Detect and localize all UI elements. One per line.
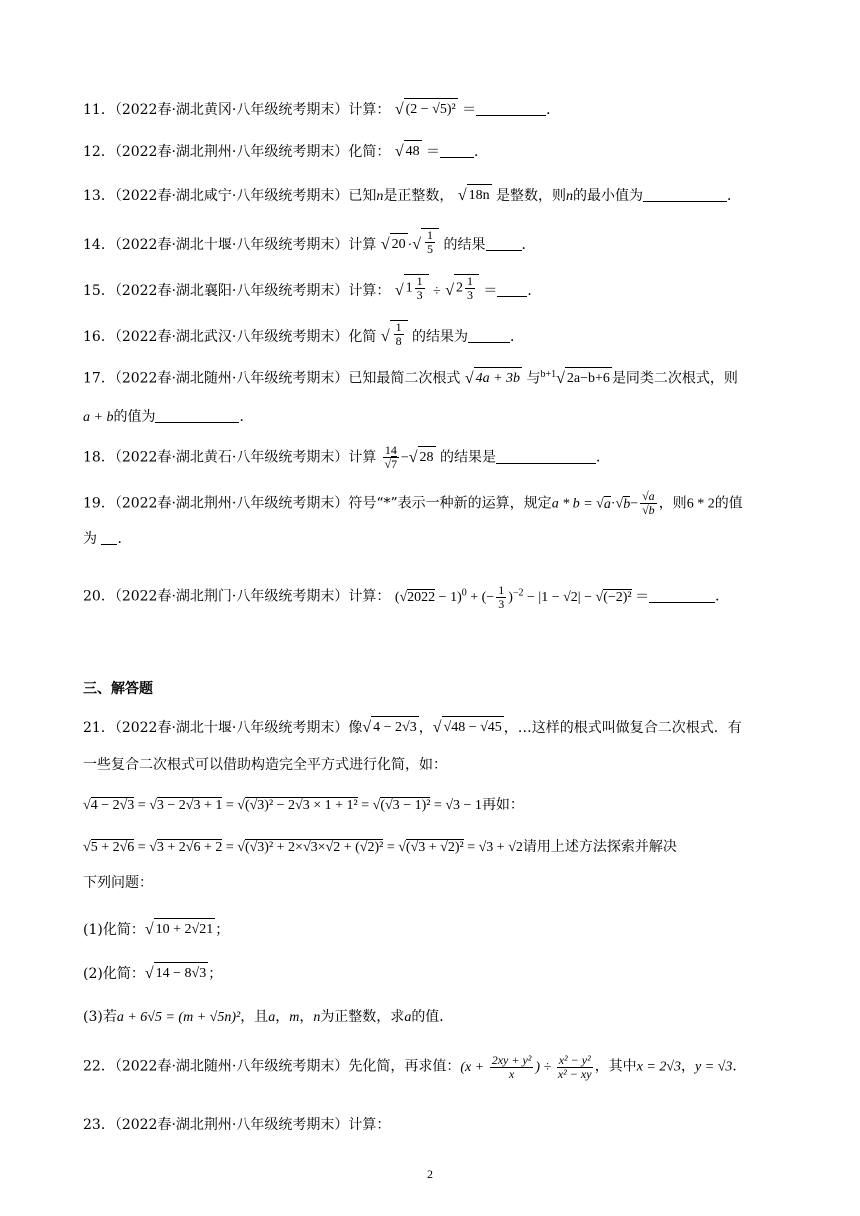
answer-blank[interactable]	[101, 530, 117, 545]
answer-blank[interactable]	[476, 101, 546, 116]
question-number: 15．	[83, 283, 115, 299]
question-number: 12．	[83, 144, 115, 160]
question-15: 15．（2022春·湖北襄阳·八年级统考期末）计算： √ 1 $\frac{1}{3}$ ÷ √ 2 $\frac{1}{3}$ ＝ ．	[83, 274, 542, 302]
question-number: 22．	[83, 1058, 115, 1075]
question-number: 14．	[83, 237, 115, 253]
radical-mixed-number: √ 1 $\frac{1}{3}$	[395, 274, 429, 302]
answer-blank[interactable]	[649, 588, 715, 603]
operation-definition: a * b =	[551, 496, 597, 512]
answer-blank[interactable]	[643, 187, 727, 202]
radical-expression: √ 2a−b+6	[556, 367, 612, 390]
question-number: 13．	[83, 188, 115, 204]
question-source: （2022春·湖北荆州·八年级统考期末）	[114, 1117, 349, 1133]
radical-expression: √ 18n	[458, 184, 492, 207]
question-19-cont: 为 ．	[83, 531, 132, 547]
radical-expression: √ 4a + 3b	[465, 367, 522, 390]
question-21-line5: 下列问题：	[83, 875, 153, 891]
question-source: （2022春·湖北随州·八年级统考期末）	[114, 370, 349, 387]
radical-expression: √ 28	[409, 446, 436, 469]
question-source: （2022春·湖北荆门·八年级统考期末）	[114, 588, 349, 605]
question-text: 计算：	[348, 102, 391, 118]
section-title: 三、解答题	[83, 680, 153, 696]
question-20: 20．（2022春·湖北荆门·八年级统考期末）计算： $(√2022 - 1)^0$ + (− $\frac{1}{3}$ )$^{-2}$ − |1 − √2| − √(−2)² ＝ ．	[83, 582, 730, 611]
variable-n: n	[376, 189, 384, 204]
question-19: 19．（2022春·湖北荆州·八年级统考期末）符号“*”表示一种新的运算，规定a * b = √a·√b− $\frac{√a}{√b}$ ，则6 * 2的值	[83, 489, 743, 517]
question-source: （2022春·湖北荆州·八年级统考期末）	[114, 495, 349, 512]
question-source: （2022春·湖北黄冈·八年级统考期末）	[114, 102, 349, 118]
question-number: 11．	[83, 102, 115, 118]
question-12: 12．（2022春·湖北荆州·八年级统考期末）化简： √ 48 ＝ ．	[83, 140, 800, 163]
answer-blank[interactable]	[468, 328, 510, 343]
radical-fraction: √ $\frac{1}{5}$	[412, 228, 439, 256]
question-23: 23．（2022春·湖北荆州·八年级统考期末）计算：	[83, 1117, 391, 1133]
question-text: 化简：	[348, 144, 391, 160]
question-number: 20．	[83, 588, 115, 605]
worked-example-2: √5 + 2√6 = √3 + 2√6 + 2 = √(√3)² + 2×√3×√2 + (√2)² = √(√3 + √2)² = √3 + √2请用上述方法探索并解决	[83, 839, 677, 855]
question-17: 17．（2022春·湖北随州·八年级统考期末）已知最简二次根式 √ 4a + 3b 与$^{b+1}$ √ 2a−b+6 是同类二次根式，则	[83, 364, 800, 390]
question-source: （2022春·湖北襄阳·八年级统考期末）	[114, 283, 349, 299]
question-number: 21．	[83, 720, 115, 736]
sub-question-1: (1)化简： √ 10 + 2√21 ；	[83, 918, 800, 941]
question-11: 11．（2022春·湖北黄冈·八年级统考期末）计算： √ (2 − √5)² ＝ ．	[83, 98, 800, 122]
question-number: 17．	[83, 370, 115, 387]
question-13: 13．（2022春·湖北咸宁·八年级统考期末）已知n是正整数， √ 18n 是整数，则n的最小值为 ．	[83, 184, 800, 208]
question-21-line2: 一些复合二次根式可以借助构造完全平方式进行化简，如：	[83, 757, 447, 773]
expression: $(√2022 - 1)^0$ + (− $\frac{1}{3}$ )$^{-2}$ − |1 − √2| − √(−2)² ＝	[394, 582, 650, 611]
sub-question-3: (3)若a + 6√5 = (m + √5n)²，且a，m，n为正整数，求a的值．	[83, 1009, 454, 1025]
radical-expression: √ 48	[395, 140, 422, 163]
answer-blank[interactable]	[497, 282, 527, 297]
question-21: 21．（2022春·湖北十堰·八年级统考期末）像 √ 4 − 2√3 ， √ √48 − √45 ，…这样的根式叫做复合二次根式．有	[83, 716, 800, 739]
question-source: （2022春·湖北十堰·八年级统考期末）	[114, 720, 349, 736]
question-number: 16．	[83, 329, 115, 345]
question-number: 19．	[83, 495, 115, 512]
question-number: 23．	[83, 1117, 115, 1133]
radical-expression: √ 20	[381, 233, 408, 256]
fraction: $\frac{14}{√7}$	[384, 443, 398, 471]
page-number: 2	[427, 1167, 433, 1181]
radical-expression: √ (2 − √5)²	[395, 98, 458, 121]
worked-example-1: √4 − 2√3 = √3 − 2√3 + 1 = √(√3)² − 2√3 × 1 + 1² = √(√3 − 1)² = √3 − 1再如：	[83, 797, 524, 813]
answer-blank[interactable]	[496, 449, 596, 464]
question-14: 14．（2022春·湖北十堰·八年级统考期末）计算 √ 20 · √ $\frac{1}{5}$ 的结果 ．	[83, 228, 536, 256]
answer-blank[interactable]	[155, 408, 239, 423]
question-source: （2022春·湖北荆州·八年级统考期末）	[114, 144, 349, 160]
radical-fraction: √ $\frac{1}{8}$	[381, 320, 408, 348]
answer-blank[interactable]	[440, 143, 474, 158]
question-source: （2022春·湖北咸宁·八年级统考期末）	[114, 188, 349, 204]
question-source: （2022春·湖北武汉·八年级统考期末）	[114, 329, 349, 345]
fraction: $\frac{√a}{√b}$	[642, 489, 655, 517]
question-source: （2022春·湖北黄石·八年级统考期末）	[114, 449, 349, 466]
question-source: （2022春·湖北十堰·八年级统考期末）	[114, 237, 349, 253]
root-index: b+1	[540, 369, 557, 380]
question-18: 18．（2022春·湖北黄石·八年级统考期末）计算 $\frac{14}{√7}$ − √ 28 的结果是 ．	[83, 443, 610, 471]
answer-blank[interactable]	[486, 236, 522, 251]
question-source: （2022春·湖北随州·八年级统考期末）	[114, 1058, 349, 1075]
question-number: 18．	[83, 449, 115, 466]
question-17-cont: a + b的值为 ．	[83, 409, 254, 425]
question-22: 22．（2022春·湖北随州·八年级统考期末）先化简，再求值：(x + $\frac{\text{2xy + y²}}{x}$ ) ÷ $\frac{\text{x² − y²}}{\text{x² − xy}}$ ，其中x = 2√3，y = √3．	[83, 1053, 747, 1081]
question-16: 16．（2022春·湖北武汉·八年级统考期末）化简 √ $\frac{1}{8}$ 的结果为 ．	[83, 320, 525, 348]
radical-mixed-number: √ 2 $\frac{1}{3}$	[445, 274, 479, 302]
sub-question-2: (2)化简： √ 14 − 8√3 ；	[83, 962, 800, 985]
